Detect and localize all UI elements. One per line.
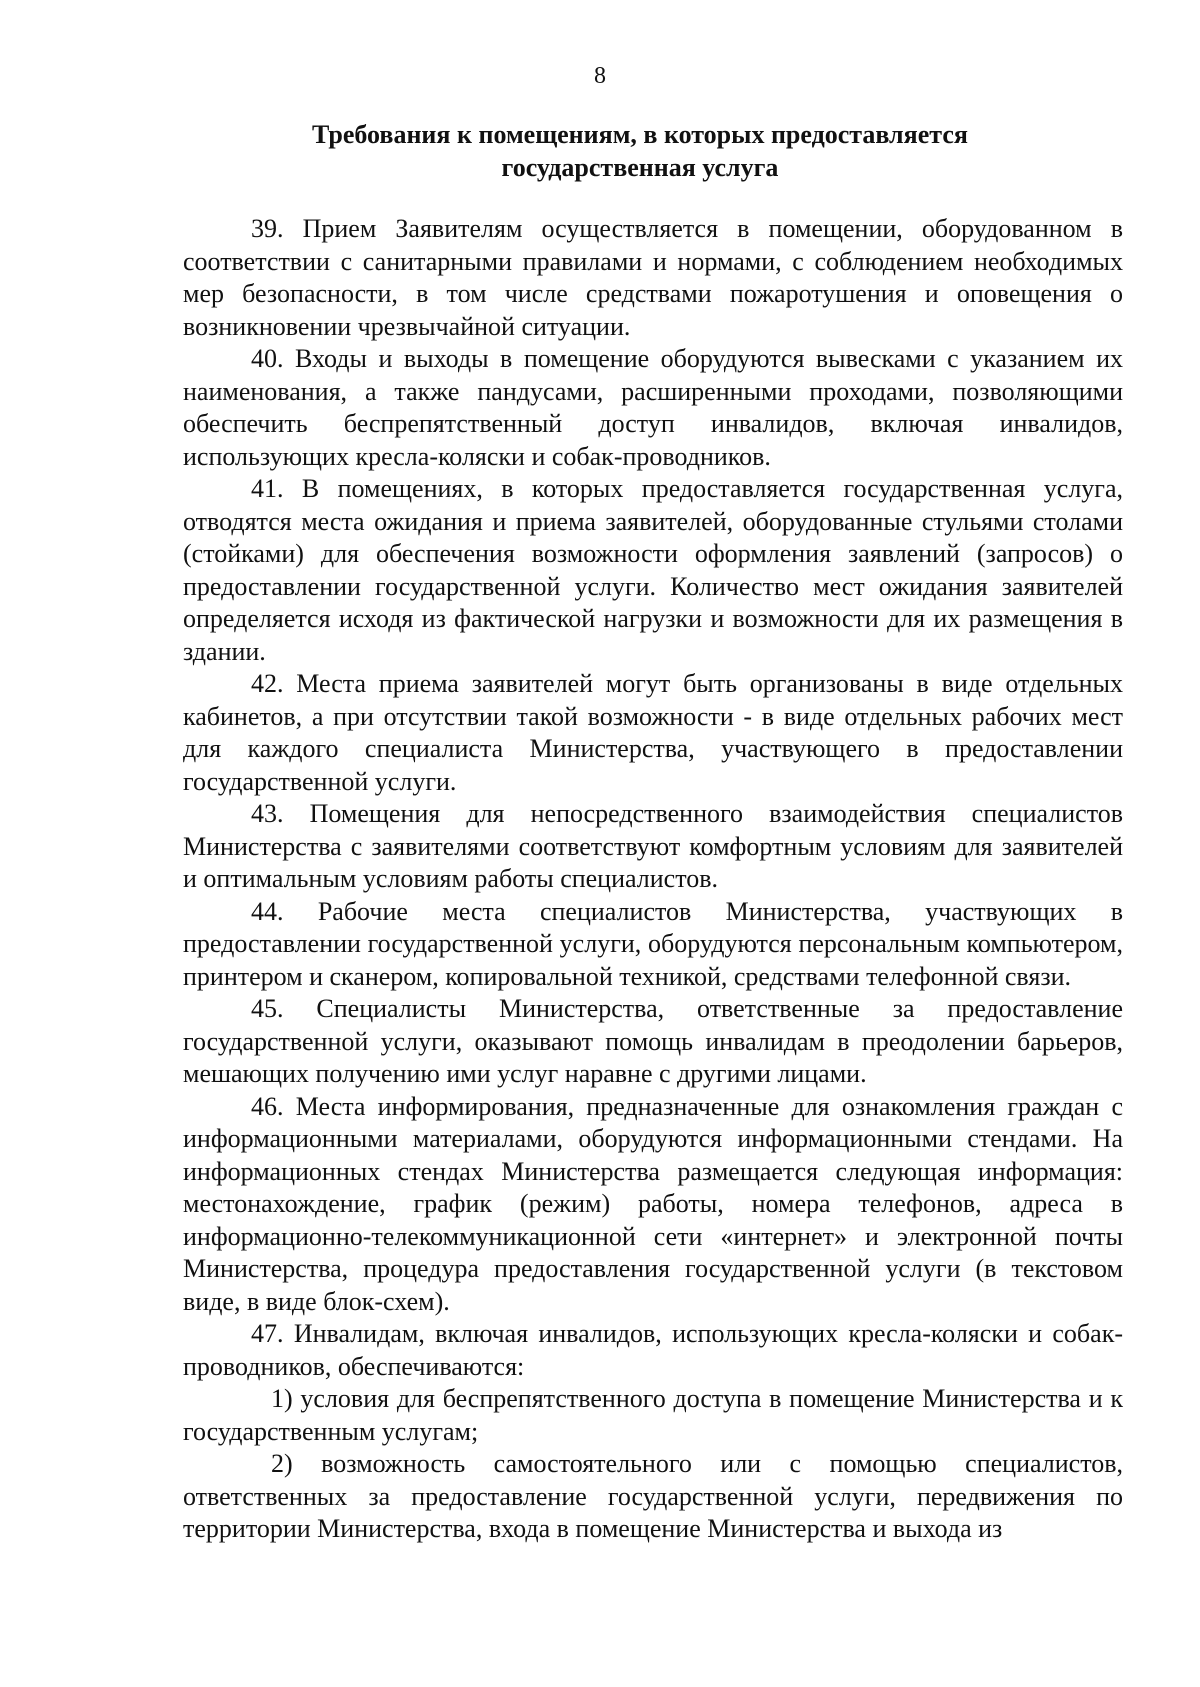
- list-item-2: 2) возможность самостоятельного или с помощью специалистов, ответственных за предоставление государственной услуги, передвижения по территории Министерства, входа в помещение Министерства и выхода из: [183, 1449, 1123, 1543]
- paragraph-42: 42. Места приема заявителей могут быть организованы в виде отдельных кабинетов, а при отсутствии такой возможности - в виде отдельных рабочих мест для каждого специалиста Министерства, участвующего в предоставлении государственной услуги.: [183, 669, 1123, 796]
- page-number: 8: [594, 63, 606, 89]
- paragraph-40: 40. Входы и выходы в помещение оборудуются вывесками с указанием их наименования, а также пандусами, расширенными проходами, позволяющими обеспечить беспрепятственный доступ инвалидов, включая инвалидов, использующих кресла-коляски и собак-проводников.: [183, 344, 1123, 471]
- paragraph-43: 43. Помещения для непосредственного взаимодействия специалистов Министерства с заявителями соответствуют комфортным условиям для заявителей и оптимальным условиям работы специалистов.: [183, 799, 1123, 893]
- paragraph-44: 44. Рабочие места специалистов Министерства, участвующих в предоставлении государственной услуги, оборудуются персональным компьютером, принтером и сканером, копировальной техникой, средствами телефонной связи.: [183, 896, 1123, 991]
- paragraph-47: 47. Инвалидам, включая инвалидов, использующих кресла-коляски и собак-проводников, обеспечиваются:: [183, 1319, 1123, 1381]
- body-text: [183, 213, 1123, 1546]
- paragraph-45: 45. Специалисты Министерства, ответственные за предоставление государственной услуги, оказывают помощь инвалидам в преодолении барьеров, мешающих получению ими услуг наравне с другими лицами.: [183, 994, 1123, 1088]
- paragraph-39: 39. Прием Заявителям осуществляется в помещении, оборудованном в соответствии с санитарными правилами и нормами, с соблюдением необходимых мер безопасности, в том числе средствами пожаротушения и оповещения о возникновении чрезвычайной ситуации.: [183, 214, 1123, 341]
- heading-line: Требования к помещениям, в которых предоставляется: [312, 120, 968, 149]
- paragraph-46: 46. Места информирования, предназначенные для ознакомления граждан с информационными материалами, оборудуются информационными стендами. На информационных стендах Министерства размещается следующая информация: местонахождение, график (режим) работы, номера телефонов, адреса в информационно-телекоммуникационной сети «интернет» и электронной почты Министерства, процедура предоставления государственной услуги (в текстовом виде, в виде блок-схем).: [183, 1091, 1123, 1316]
- heading-line: государственная услуга: [501, 153, 779, 182]
- section-heading: [250, 118, 1030, 184]
- list-item-1: 1) условия для беспрепятственного доступа в помещение Министерства и к государственным услугам;: [183, 1384, 1123, 1446]
- paragraph-41: 41. В помещениях, в которых предоставляется государственная услуга, отводятся места ожидания и приема заявителей, оборудованные стульями столами (стойками) для обеспечения возможности оформления заявлений (запросов) о предоставлении государственной услуги. Количество мест ожидания заявителей определяется исходя из фактической нагрузки и возможности для их размещения в здании.: [183, 474, 1123, 666]
